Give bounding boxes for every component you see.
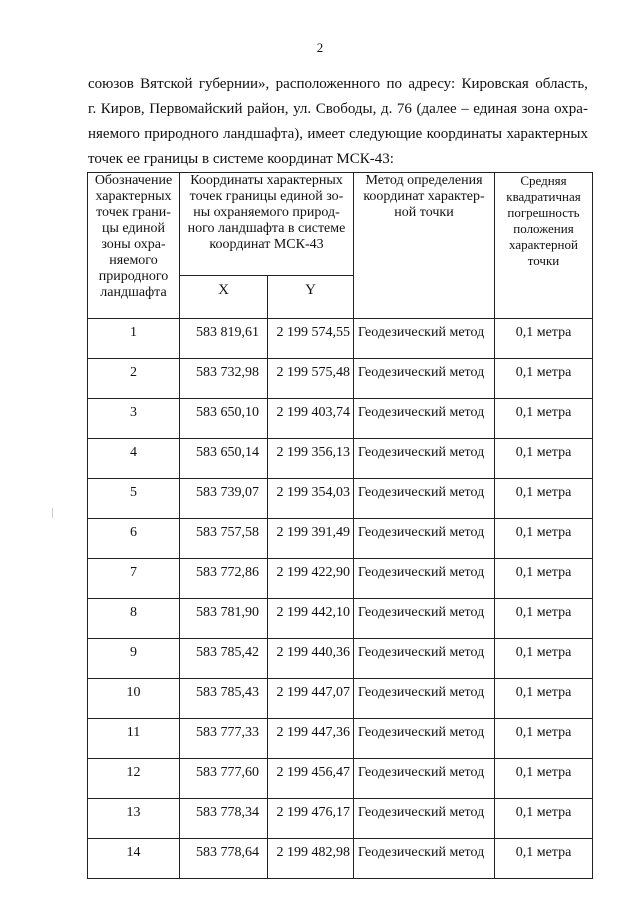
error-cell: 0,1 метра [495,639,593,679]
point-number-cell: 4 [88,439,180,479]
intro-word: ул. [293,101,312,117]
intro-word: зона [521,101,550,117]
x-coordinate-cell: 583 777,60 [180,759,268,799]
header-method-text: Метод определения координат характер- ной точки [363,173,485,220]
intro-word: д. [380,101,393,117]
method-cell: Геодезический метод [354,559,495,599]
error-cell: 0,1 метра [495,439,593,479]
margin-mark [52,508,53,518]
table-row [88,439,593,479]
x-coordinate-cell: 583 778,64 [180,839,268,879]
intro-word: Свободы, [315,101,377,117]
error-cell: 0,1 метра [495,759,593,799]
x-coordinate-cell: 583 732,98 [180,359,268,399]
header-x: X [180,276,268,319]
table-row [88,319,593,359]
intro-line: точек ее границы в системе координат МСК-43: [88,151,394,167]
intro-paragraph [88,72,588,172]
intro-line [88,97,588,122]
x-coordinate-cell: 583 781,90 [180,599,268,639]
y-coordinate-cell: 2 199 403,74 [268,399,354,439]
intro-word: няемого [88,126,140,142]
point-number-cell: 11 [88,719,180,759]
table-row [88,599,593,639]
intro-word: по [386,76,402,92]
intro-word: единая [473,101,518,117]
error-cell: 0,1 метра [495,479,593,519]
intro-word: союзов [88,76,134,92]
error-cell: 0,1 метра [495,559,593,599]
table-row [88,639,593,679]
table-row [88,759,593,799]
y-coordinate-cell: 2 199 391,49 [268,519,354,559]
intro-word: 76 [396,101,412,117]
header-method [354,173,495,319]
x-coordinate-cell: 583 819,61 [180,319,268,359]
x-coordinate-cell: 583 650,14 [180,439,268,479]
method-cell: Геодезический метод [354,359,495,399]
table-row [88,399,593,439]
intro-word: расположенного [275,76,381,92]
method-cell: Геодезический метод [354,599,495,639]
method-cell: Геодезический метод [354,719,495,759]
table-body [88,319,593,879]
method-cell: Геодезический метод [354,679,495,719]
error-cell: 0,1 метра [495,799,593,839]
y-coordinate-cell: 2 199 482,98 [268,839,354,879]
x-coordinate-cell: 583 739,07 [180,479,268,519]
intro-word: имеет [307,126,345,142]
intro-word: Вятской [140,76,193,92]
table-row [88,719,593,759]
table-row [88,799,593,839]
method-cell: Геодезический метод [354,439,495,479]
intro-word: охра- [554,101,588,117]
method-cell: Геодезический метод [354,639,495,679]
method-cell: Геодезический метод [354,519,495,559]
point-number-cell: 3 [88,399,180,439]
y-coordinate-cell: 2 199 574,55 [268,319,354,359]
error-cell: 0,1 метра [495,839,593,879]
point-number-cell: 13 [88,799,180,839]
intro-word: координаты [426,126,503,142]
error-cell: 0,1 метра [495,399,593,439]
table-row [88,479,593,519]
intro-word: Первомайский [149,101,243,117]
point-number-cell: 2 [88,359,180,399]
header-designation-text: Обозначение характерных точек грани- цы единой зоны охра- няемого природного ландшафта [94,173,173,300]
y-coordinate-cell: 2 199 456,47 [268,759,354,799]
table-row [88,839,593,879]
x-coordinate-cell: 583 785,42 [180,639,268,679]
point-number-cell: 14 [88,839,180,879]
x-coordinate-cell: 583 785,43 [180,679,268,719]
intro-word: Киров, [100,101,145,117]
intro-word: ландшафта), [223,126,304,142]
y-coordinate-cell: 2 199 476,17 [268,799,354,839]
intro-line [88,72,588,97]
x-coordinate-cell: 583 757,58 [180,519,268,559]
y-coordinate-cell: 2 199 356,13 [268,439,354,479]
method-cell: Геодезический метод [354,479,495,519]
intro-word: адресу: [408,76,456,92]
header-error-text: Средняя квадратичная погрешность положения характерной точки [506,173,581,268]
page-number: 2 [316,40,324,55]
intro-word: г. [88,101,97,117]
coordinates-table [87,172,593,879]
intro-word: губернии», [198,76,270,92]
intro-word: (далее [416,101,457,117]
point-number-cell: 10 [88,679,180,719]
x-coordinate-cell: 583 778,34 [180,799,268,839]
header-coordinates [180,173,354,276]
point-number-cell: 9 [88,639,180,679]
point-number-cell: 12 [88,759,180,799]
x-coordinate-cell: 583 772,86 [180,559,268,599]
point-number-cell: 7 [88,559,180,599]
error-cell: 0,1 метра [495,359,593,399]
y-coordinate-cell: 2 199 440,36 [268,639,354,679]
header-y: Y [268,276,354,319]
intro-word: область, [535,76,588,92]
table-row [88,559,593,599]
intro-word: – [461,101,469,117]
y-coordinate-cell: 2 199 442,10 [268,599,354,639]
table-row [88,359,593,399]
intro-word: характерных [506,126,588,142]
method-cell: Геодезический метод [354,839,495,879]
method-cell: Геодезический метод [354,759,495,799]
error-cell: 0,1 метра [495,599,593,639]
point-number-cell: 6 [88,519,180,559]
error-cell: 0,1 метра [495,519,593,559]
header-coordinates-text: Координаты характерных точек границы единой зо- ны охраняемого природ- ного ландшафта в системе координат МСК-43 [187,173,346,252]
intro-line [88,122,588,147]
method-cell: Геодезический метод [354,319,495,359]
point-number-cell: 1 [88,319,180,359]
point-number-cell: 8 [88,599,180,639]
x-coordinate-cell: 583 650,10 [180,399,268,439]
intro-word: природного [144,126,219,142]
error-cell: 0,1 метра [495,719,593,759]
y-coordinate-cell: 2 199 447,36 [268,719,354,759]
table-row [88,519,593,559]
y-coordinate-cell: 2 199 447,07 [268,679,354,719]
method-cell: Геодезический метод [354,399,495,439]
intro-word: следующие [349,126,423,142]
point-number-cell: 5 [88,479,180,519]
y-coordinate-cell: 2 199 354,03 [268,479,354,519]
intro-word: Кировская [461,76,529,92]
intro-word: район, [247,101,289,117]
x-coordinate-cell: 583 777,33 [180,719,268,759]
header-designation [88,173,180,319]
method-cell: Геодезический метод [354,799,495,839]
header-error [495,173,593,319]
table-row [88,679,593,719]
y-coordinate-cell: 2 199 575,48 [268,359,354,399]
error-cell: 0,1 метра [495,679,593,719]
error-cell: 0,1 метра [495,319,593,359]
y-coordinate-cell: 2 199 422,90 [268,559,354,599]
